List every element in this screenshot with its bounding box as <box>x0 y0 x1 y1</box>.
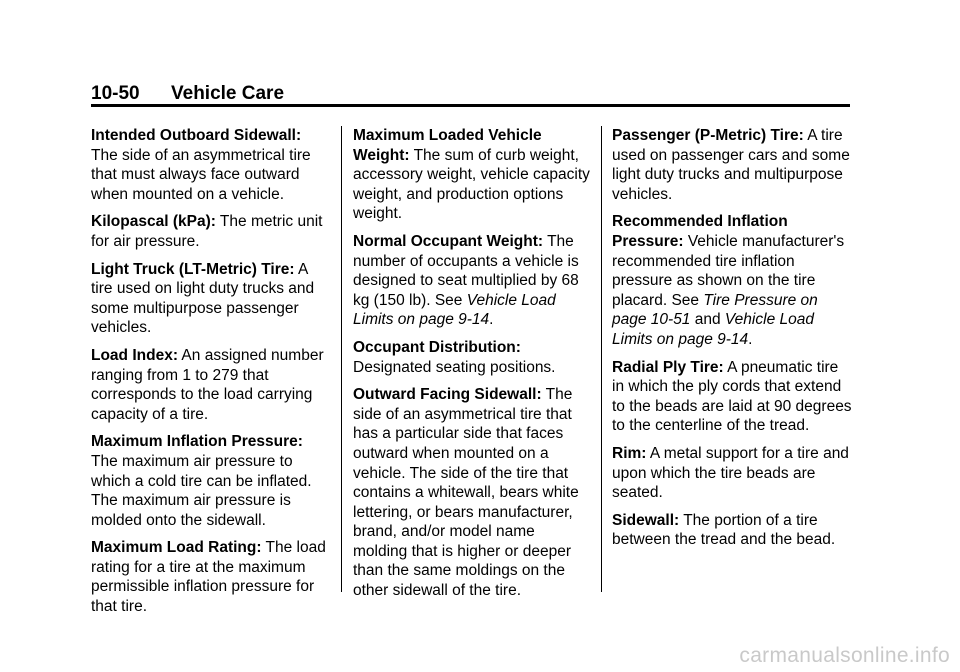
glossary-definition: A tire used on light duty trucks and some multipurpose passenger vehicles. <box>91 260 315 337</box>
glossary-definition: . <box>489 311 494 329</box>
glossary-term: Maximum Load Rating: <box>91 539 262 557</box>
glossary-definition: The maximum air pressure to which a cold tire can be inflated. The maximum air pressure is molded onto the sidewall. <box>91 452 312 529</box>
cross-reference-link: Vehicle Load Limits on page 9-14 <box>353 291 556 329</box>
glossary-definition: The sum of curb weight, accessory weight, vehicle capacity weight, and production options weight. <box>353 146 590 223</box>
glossary-entry <box>91 126 331 204</box>
glossary-term: Passenger (P-Metric) Tire: <box>612 127 804 144</box>
glossary-term: Recommended Inflation Pressure: <box>612 213 788 250</box>
glossary-term: Light Truck (LT-Metric) Tire: <box>91 260 295 278</box>
column-divider-2 <box>601 126 602 592</box>
glossary-entry <box>91 260 331 338</box>
glossary-definition: The portion of a tire between the tread and the bead. <box>612 511 836 549</box>
glossary-term: Rim: <box>612 444 647 462</box>
cross-reference-link: Vehicle Load Limits on page 9-14 <box>612 311 814 348</box>
glossary-term: Maximum Loaded Vehicle Weight: <box>353 127 542 164</box>
header-rule <box>91 104 850 107</box>
section-title: Vehicle Care <box>171 83 285 104</box>
glossary-entry <box>91 346 331 424</box>
column-divider-1 <box>341 126 342 592</box>
page-number: 10-50 <box>91 83 140 104</box>
column-3 <box>612 126 852 558</box>
glossary-entry <box>612 444 852 503</box>
glossary-term: Sidewall: <box>612 511 680 529</box>
glossary-definition: Vehicle manufacturer's recommended tire inflation pressure as shown on the tire placard. See <box>612 232 845 309</box>
glossary-definition: and <box>690 311 725 329</box>
glossary-term: Outward Facing Sidewall: <box>353 386 542 404</box>
glossary-entry <box>353 126 593 224</box>
glossary-entry <box>91 538 331 616</box>
glossary-definition: The side of an asymmetrical tire that must always face outward when mounted on a vehicle. <box>91 146 311 203</box>
glossary-entry <box>353 232 593 330</box>
glossary-definition: The number of occupants a vehicle is designed to seat multiplied by 68 kg (150 lb). See <box>353 232 579 309</box>
glossary-entry <box>353 385 593 601</box>
glossary-definition: The metric unit for air pressure. <box>91 213 323 250</box>
glossary-term: Maximum Inflation Pressure: <box>91 433 303 451</box>
glossary-term: Intended Outboard Sidewall: <box>91 127 302 144</box>
column-2 <box>353 126 593 609</box>
glossary-definition: A tire used on passenger cars and some light duty trucks and multipurpose vehicles. <box>612 127 850 203</box>
glossary-entry <box>91 432 331 530</box>
column-1 <box>91 126 331 625</box>
glossary-definition: . <box>748 330 753 348</box>
glossary-term: Kilopascal (kPa): <box>91 213 216 231</box>
glossary-entry <box>612 511 852 550</box>
glossary-entry <box>91 212 331 251</box>
glossary-entry <box>612 212 852 349</box>
glossary-term: Normal Occupant Weight: <box>353 232 544 250</box>
glossary-entry <box>612 358 852 436</box>
cross-reference-link: Tire Pressure on page 10-51 <box>612 291 818 329</box>
glossary-term: Load Index: <box>91 346 178 364</box>
glossary-definition: An assigned number ranging from 1 to 279 that corresponds to the load carrying capacity of a tire. <box>91 346 324 423</box>
glossary-definition: Designated seating positions. <box>353 358 556 376</box>
glossary-term: Radial Ply Tire: <box>612 358 724 376</box>
glossary-definition: The side of an asymmetrical tire that has a particular side that faces outward when mounted on a vehicle. The side of the tire that contains a whitewall, bears white lettering, or bears manufacturer, brand, and/or model name molding that is higher or deeper than the same moldings on the other sidewall of the tire. <box>353 386 579 600</box>
glossary-entry <box>612 126 852 204</box>
glossary-definition: A pneumatic tire in which the ply cords that extend to the beads are laid at 90 degrees to the centerline of the tread. <box>612 358 852 435</box>
glossary-definition: The load rating for a tire at the maximum permissible inflation pressure for that tire. <box>91 539 326 616</box>
glossary-definition: A metal support for a tire and upon which the tire beads are seated. <box>612 444 849 502</box>
glossary-entry <box>353 338 593 377</box>
page-header <box>91 83 850 105</box>
watermark: carmanualsonline.info <box>739 644 950 667</box>
glossary-term: Occupant Distribution: <box>353 338 521 356</box>
